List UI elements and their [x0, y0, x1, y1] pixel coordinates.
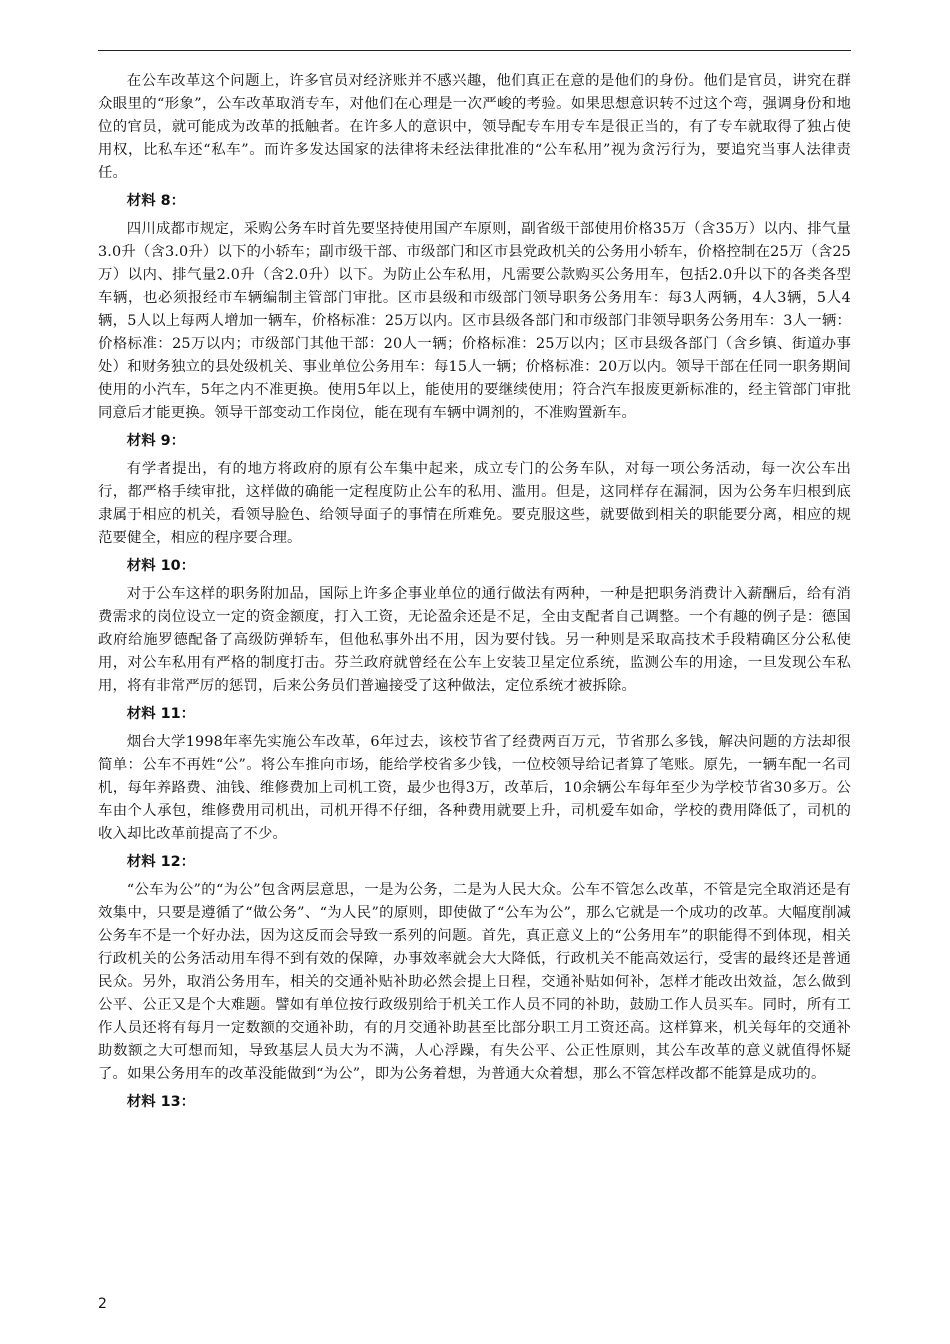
- section-heading: 材料 8：: [126, 193, 185, 209]
- paragraph: “公车为公”的“为公”包含两层意思，一是为公务，二是为人民大众。公车不管怎么改革，不管是完全取消还是有效集中，只要是遵循了“做公务”、“为人民”的原则，即使做了“公车为公”，那么它就是一个成功的改革。大幅度削减公务车不是一个好办法，因为这反而会导致一系列的问题。首先，真正意义上的“公务用车”的职能得不到体现，相关行政机关的公务活动用车得不到有效的保障，办事效率就会大大降低，行政机关不能高效运行，受害的最终还是普通民众。另外，取消公务用车，相关的交通补贴补助必然会提上日程，交通补贴如何补，怎样才能改出效益，怎么做到公平、公正又是个大难题。譬如有单位按行政级别给于机关工作人员不同的补助，鼓励工作人员买车。同时，所有工作人员还将有每月一定数额的交通补助，有的月交通补助甚至比部分职工月工资还高。这样算来，机关每年的交通补助数额之大可想而知，导致基层人员大为不满，人心浮躁，有失公平、公正性原则，其公车改革的意义就值得怀疑了。如果公务用车的改革没能做到“为公”，即为公务着想，为普通大众着想，那么不管怎样改都不能算是成功的。: [98, 882, 851, 1082]
- paragraph: 烟台大学1998年率先实施公车改革，6年过去，该校节省了经费两百万元，节省那么多钱，解决问题的方法却很简单：公车不再姓“公”。将公车推向市场，能给学校省多少钱，一位校领导给记者算了笔账。原先，一辆车配一名司机，每年养路费、油钱、维修费加上司机工资，最少也得3万，改革后，10余辆公车每年至少为学校节省30多万。公车由个人承包，维修费用司机出，司机开得不仔细，各种费用就要上升，司机爱车如命，学校的费用降低了，司机的收入却比改革前提高了不少。: [98, 734, 851, 842]
- section-heading: 材料 9：: [126, 433, 185, 449]
- section-heading: 材料 12：: [126, 854, 196, 870]
- paragraph: 在公车改革这个问题上，许多官员对经济账并不感兴趣，他们真正在意的是他们的身份。他们是官员，讲究在群众眼里的“形象”，公车改革取消专车，对他们在心理是一次严峻的考验。如果思想意识转不过这个弯，强调身份和地位的官员，就可能成为改革的抵触者。在许多人的意识中，领导配专车用专车是很正当的，有了专车就取得了独占使用权，比私车还“私车”。而许多发达国家的法律将未经法律批准的“公车私用”视为贪污行为，要追究当事人法律责任。: [98, 73, 851, 181]
- section-heading: 材料 10：: [126, 558, 196, 574]
- page-number: 2: [98, 1296, 107, 1312]
- paragraph: 四川成都市规定，采购公务车时首先要坚持使用国产车原则，副省级干部使用价格35万（含35万）以内、排气量3.0升（含3.0升）以下的小轿车；副市级干部、市级部门和区市县党政机关的公务用小轿车，价格控制在25万（含25万）以内、排气量2.0升（含2.0升）以下。为防止公车私用，凡需要公款购买公务用车，包括2.0升以下的各类各型车辆，也必须报经市车辆编制主管部门审批。区市县级和市级部门领导职务公务用车：每3人两辆，4人3辆，5人4辆，5人以上每两人增加一辆车，价格标准：25万以内。区市县级各部门和市级部门非领导职务公务用车：3人一辆：价格标准：25万以内；市级部门其他干部：20人一辆；价格标准：25万以内；区市县级各部门（含乡镇、街道办事处）和财务独立的县处级机关、事业单位公务用车：每15人一辆；价格标准：20万以内。领导干部在任同一职务期间使用的小汽车，5年之内不准更换。使用5年以上，能使用的要继续使用；符合汽车报废更新标准的，经主管部门审批同意后才能更换。领导干部变动工作岗位，能在现有车辆中调剂的，不准购置新车。: [98, 221, 851, 421]
- header-rule: [98, 50, 851, 51]
- section-heading: 材料 11：: [126, 706, 196, 722]
- paragraph: 对于公车这样的职务附加品，国际上许多企事业单位的通行做法有两种，一种是把职务消费计入薪酬后，给有消费需求的岗位设立一定的资金额度，打入工资，无论盈余还是不足，全由支配者自己调整。一个有趣的例子是：德国政府给施罗德配备了高级防弹轿车，但他私事外出不用，因为要付钱。另一种则是采取高技术手段精确区分公私使用，对公车私用有严格的制度打击。芬兰政府就曾经在公车上安装卫星定位系统，监测公车的用途，一旦发现公车私用，将有非常严厉的惩罚，后来公务员们普遍接受了这种做法，定位系统才被拆除。: [98, 586, 851, 694]
- paragraph: 有学者提出，有的地方将政府的原有公车集中起来，成立专门的公务车队，对每一项公务活动，每一次公车出行，都严格手续审批，这样做的确能一定程度防止公车的私用、滥用。但是，这同样存在漏洞，因为公务车归根到底隶属于相应的机关，看领导脸色、给领导面子的事情在所难免。要克服这些，就要做到相关的职能要分离，相应的规范要健全，相应的程序要合理。: [98, 461, 851, 546]
- section-heading: 材料 13：: [126, 1094, 196, 1110]
- document-body: [98, 70, 851, 1119]
